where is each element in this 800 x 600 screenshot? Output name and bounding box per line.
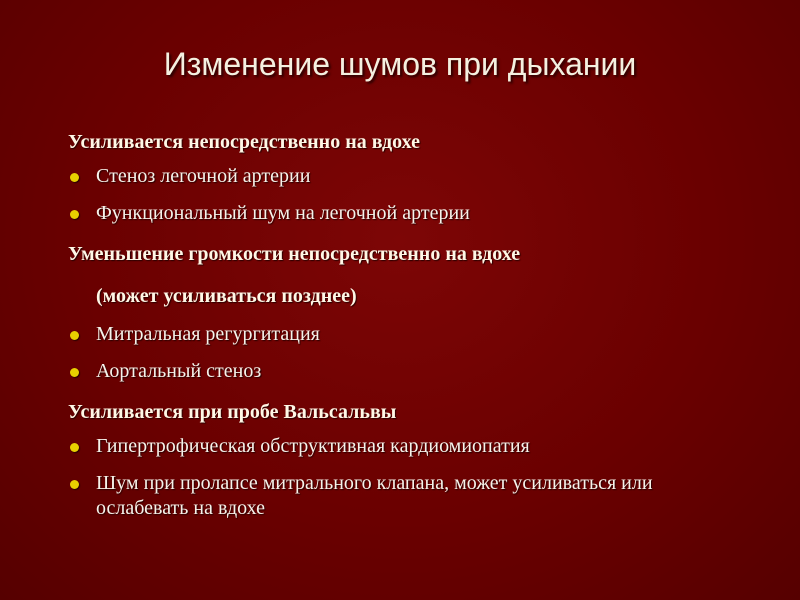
list-item-text: Функциональный шум на легочной артерии — [96, 202, 470, 224]
bullet-icon — [70, 443, 79, 452]
list-item-text: Стеноз легочной артерии — [96, 165, 311, 187]
section-heading: Усиливается при пробе Вальсальвы — [68, 401, 397, 423]
bullet-icon — [70, 210, 79, 219]
section-valsalva — [68, 396, 768, 521]
list-item — [68, 471, 696, 521]
bullet-icon — [70, 331, 79, 340]
section-inspiration-decrease — [68, 238, 768, 384]
list-item — [68, 201, 768, 226]
list-item-text: Шум при пролапсе митрального клапана, может усиливаться или ослабевать на вдохе — [96, 472, 653, 519]
section-heading: Усиливается непосредственно на вдохе — [68, 131, 421, 153]
list-item — [68, 359, 768, 384]
slide-title: Изменение шумов при дыхании — [163, 46, 637, 82]
list-item — [68, 322, 768, 347]
section-inspiration-increase — [68, 126, 768, 226]
bullet-icon — [70, 173, 79, 182]
list-item-text: Гипертрофическая обструктивная кардиомиопатия — [96, 435, 530, 457]
list-item — [68, 164, 768, 189]
list-item-text: Аортальный стеноз — [96, 360, 262, 382]
section-subheading: (может усиливаться позднее) — [96, 285, 357, 307]
section-heading: Уменьшение громкости непосредственно на вдохе — [68, 243, 521, 265]
slide-content — [68, 126, 768, 521]
list-item-text: Митральная регургитация — [96, 323, 320, 345]
bullet-icon — [70, 368, 79, 377]
bullet-icon — [70, 480, 79, 489]
list-item — [68, 434, 768, 459]
